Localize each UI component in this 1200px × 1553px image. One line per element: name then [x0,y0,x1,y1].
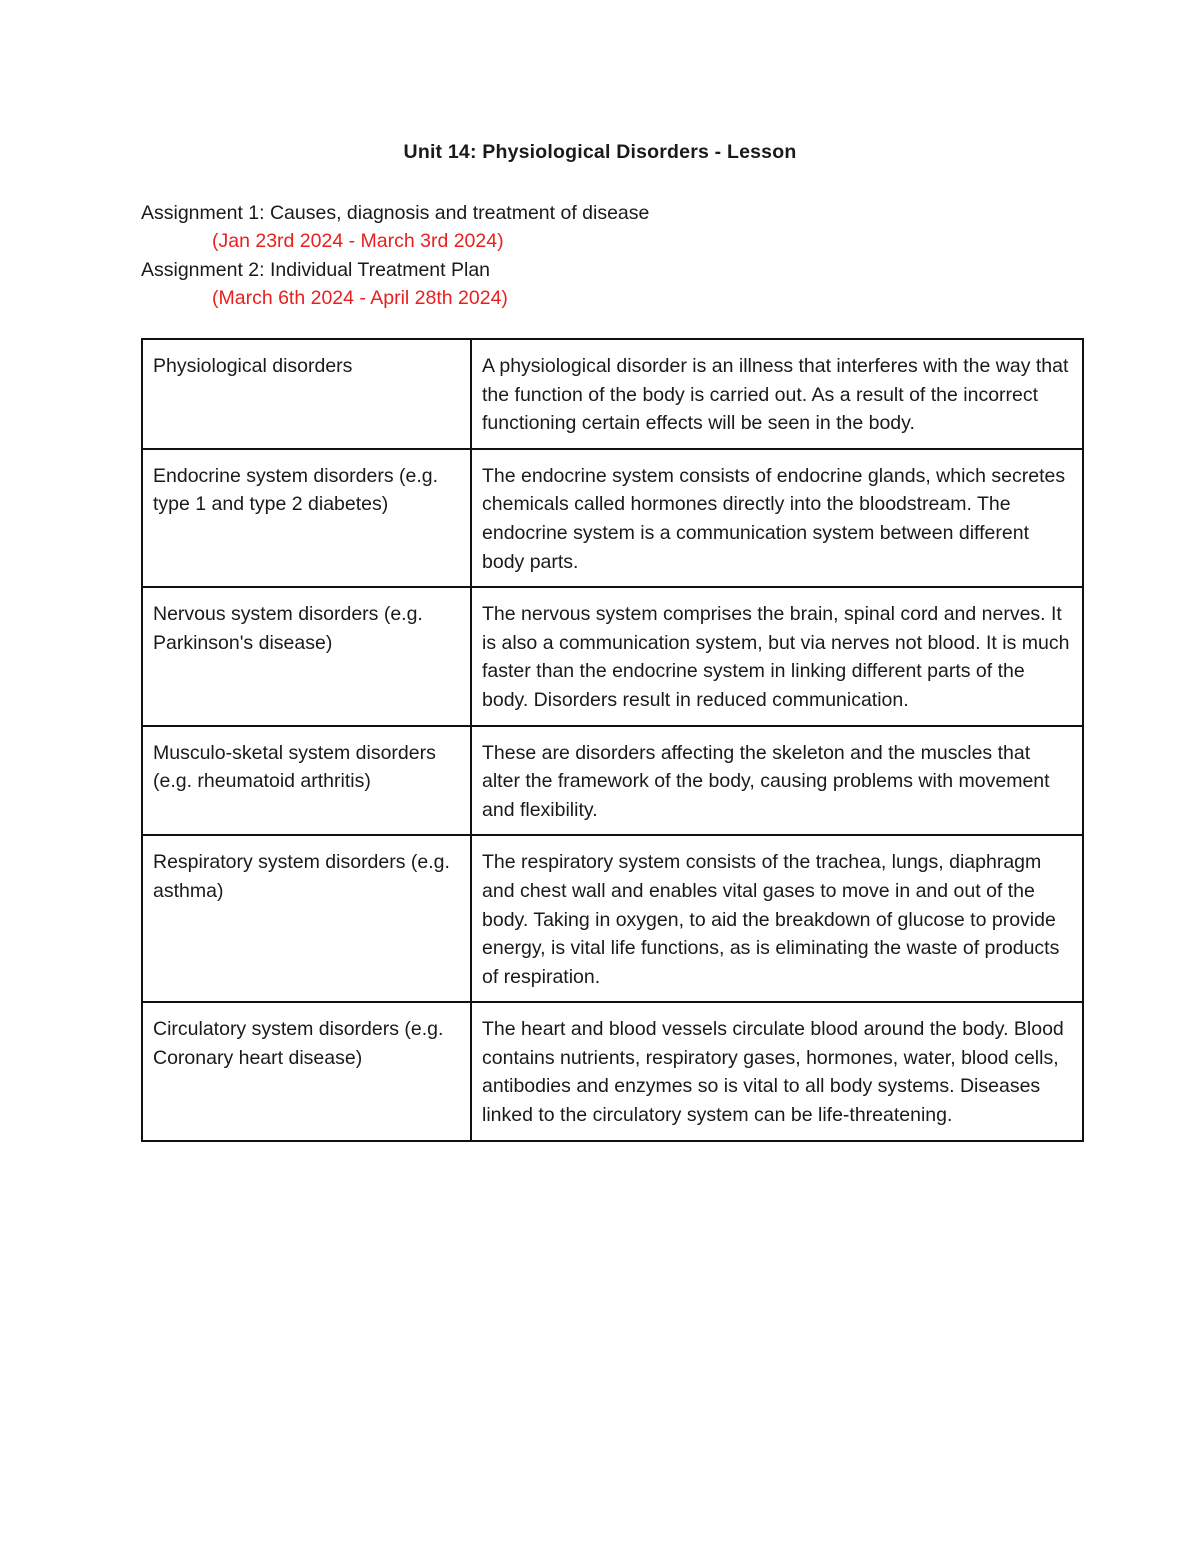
assignment-1-label: Assignment 1: Causes, diagnosis and treatment of disease [141,202,650,224]
assignment-1-dates: (Jan 23rd 2024 - March 3rd 2024) [212,230,504,253]
disorders-table [141,338,1084,1142]
disorder-description-cell: These are disorders affecting the skeleton and the muscles that alter the framework of the body, causing problems with movement and flexibility. [471,726,1083,836]
assignment-list [141,199,649,312]
table-row [142,726,1083,836]
table-row [142,339,1083,449]
table-row [142,449,1083,587]
disorder-name-cell: Respiratory system disorders (e.g. asthma) [142,835,471,1002]
disorder-description-cell: The endocrine system consists of endocrine glands, which secretes chemicals called hormones directly into the bloodstream. The endocrine system is a communication system between different body parts. [471,449,1083,587]
disorder-name-cell: Physiological disorders [142,339,471,449]
disorder-name-cell: Circulatory system disorders (e.g. Coronary heart disease) [142,1002,471,1140]
table-row [142,587,1083,725]
table-row [142,1002,1083,1140]
disorder-name-cell: Musculo-sketal system disorders (e.g. rheumatoid arthritis) [142,726,471,836]
disorder-description-cell: The nervous system comprises the brain, spinal cord and nerves. It is also a communication system, but via nerves not blood. It is much faster than the endocrine system in linking different parts of the body. Disorders result in reduced communication. [471,587,1083,725]
assignment-2-label: Assignment 2: Individual Treatment Plan [141,258,491,281]
table-row [142,835,1083,1002]
disorder-description-cell: A physiological disorder is an illness that interferes with the way that the function of the body is carried out. As a result of the incorrect functioning certain effects will be seen in the body. [471,339,1083,449]
page-title: Unit 14: Physiological Disorders - Lesson [403,141,797,163]
disorder-name-cell: Endocrine system disorders (e.g. type 1 and type 2 diabetes) [142,449,471,587]
disorder-name-cell: Nervous system disorders (e.g. Parkinson's disease) [142,587,471,725]
disorder-description-cell: The heart and blood vessels circulate blood around the body. Blood contains nutrients, respiratory gases, hormones, water, blood cells, antibodies and enzymes so is vital to all body systems. Diseases linked to the circulatory system can be life-threatening. [471,1002,1083,1140]
assignment-2-dates: (March 6th 2024 - April 28th 2024) [212,286,508,309]
disorder-description-cell: The respiratory system consists of the trachea, lungs, diaphragm and chest wall and enables vital gases to move in and out of the body. Taking in oxygen, to aid the breakdown of glucose to provide energy, is vital life functions, as is eliminating the waste of products of respiration. [471,835,1083,1002]
